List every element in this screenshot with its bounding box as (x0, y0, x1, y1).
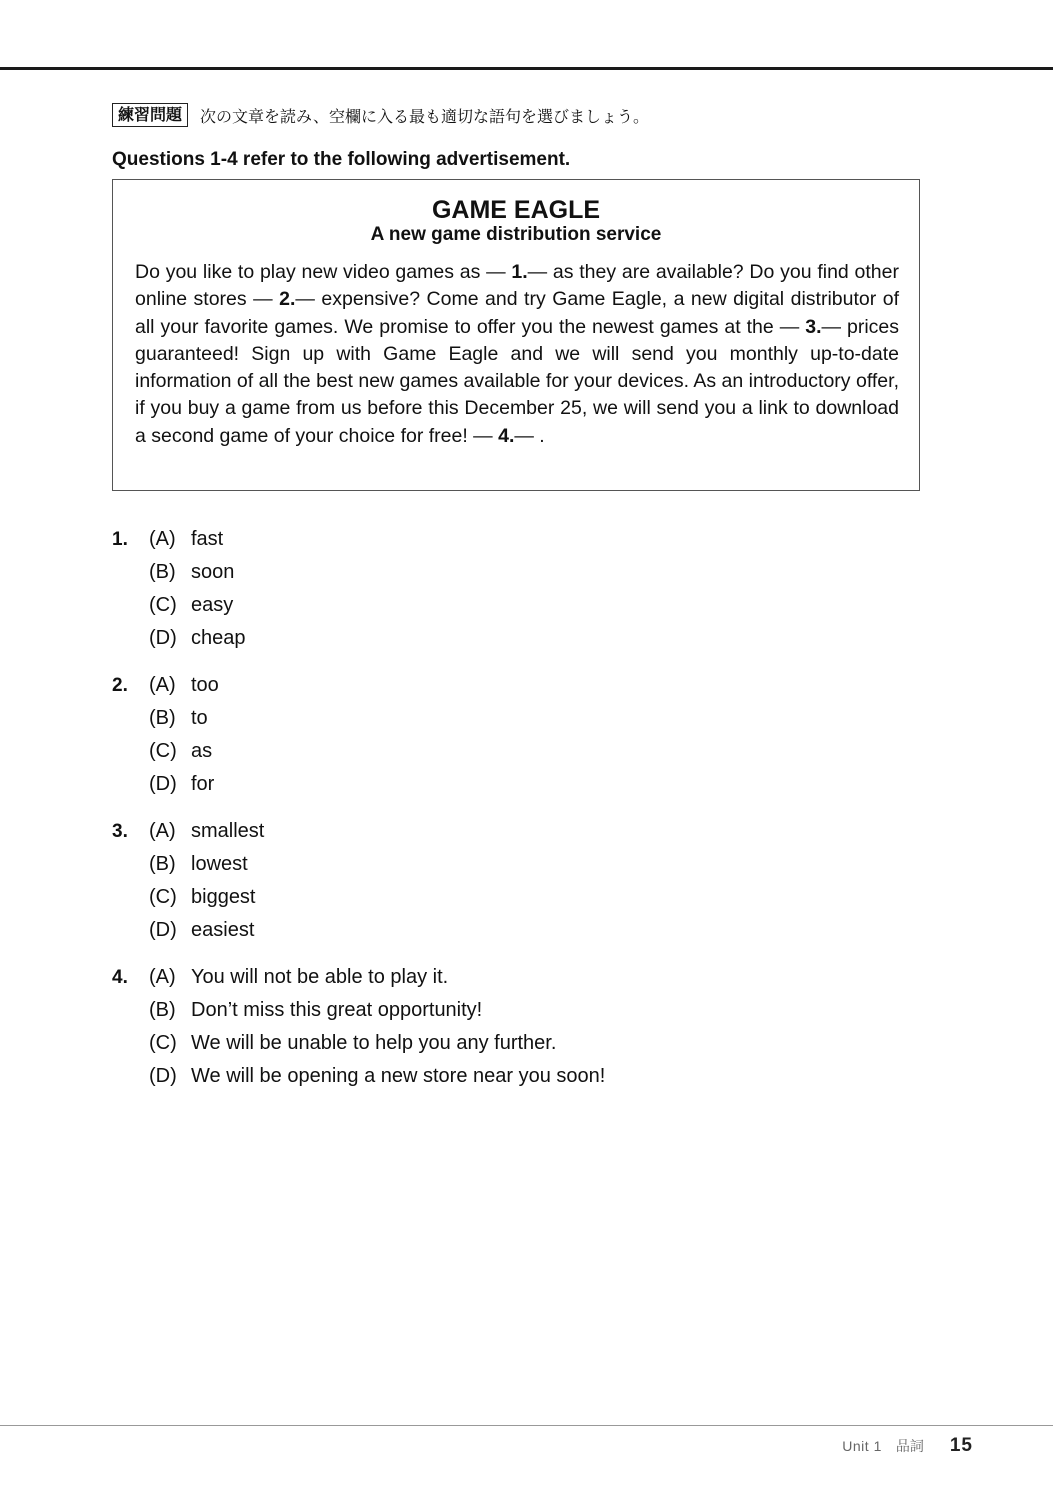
option-letter: (B) (149, 707, 176, 729)
blank-1: 1. (511, 261, 528, 283)
option-letter: (C) (149, 1032, 177, 1054)
option-letter: (B) (149, 561, 176, 583)
option-letter: (B) (149, 999, 176, 1021)
blank-3: 3. (805, 315, 822, 338)
option-letter: (D) (149, 919, 177, 941)
option-letter: (B) (149, 853, 176, 875)
ad-body (135, 259, 899, 450)
option-text: easiest (191, 919, 255, 941)
option-d[interactable] (149, 768, 605, 801)
option-d[interactable] (149, 622, 605, 655)
option-letter: (C) (149, 594, 177, 616)
blank-4: 4. (498, 424, 515, 447)
option-letter: (C) (149, 740, 177, 762)
page-footer (842, 1435, 973, 1457)
option-letter: (A) (149, 528, 176, 550)
option-text: smallest (191, 820, 265, 842)
page-number: 15 (949, 1435, 973, 1456)
question-heading: Questions 1-4 refer to the following advertisement. (112, 149, 571, 170)
ad-text: — prices guaranteed! Sign up with Game Eagle and we will send you monthly up-to-date information of all the best new games available for your devices. As an introductory offer, if you buy a game from us before this December 25, we will send you a link to download a second game of your choice for free! — (135, 315, 899, 447)
option-letter: (D) (149, 773, 177, 795)
option-b[interactable] (149, 994, 605, 1027)
option-a[interactable] (149, 669, 605, 702)
advertisement-box (112, 179, 920, 491)
option-a[interactable] (149, 523, 605, 556)
instruction (112, 103, 649, 127)
option-a[interactable] (149, 815, 605, 848)
option-text: to (191, 707, 208, 729)
option-letter: (D) (149, 627, 177, 649)
question-3 (112, 815, 605, 947)
option-text: cheap (191, 627, 246, 649)
option-d[interactable] (149, 1060, 605, 1093)
ad-text: — as they are available? Do you find other online stores — (135, 261, 899, 311)
footer-unit: Unit 1 (842, 1438, 882, 1454)
option-letter: (D) (149, 1065, 177, 1087)
question-number: 3. (112, 821, 128, 842)
option-c[interactable] (149, 1027, 605, 1060)
option-c[interactable] (149, 735, 605, 768)
instruction-text: 次の文章を読み、空欄に入る最も適切な語句を選びましょう。 (200, 106, 649, 126)
option-text: easy (191, 594, 234, 616)
option-text: biggest (191, 886, 256, 908)
option-letter: (A) (149, 820, 176, 842)
exercise-tag: 練習問題 (112, 103, 188, 127)
ad-text: — expensive? Come and try Game Eagle, a new digital distributor of all your favorite games. We promise to offer you the newest games at the — (135, 288, 899, 338)
ad-title: GAME EAGLE (431, 196, 601, 224)
ad-text: — . (514, 424, 545, 447)
footer-topic: 品詞 (895, 1439, 924, 1455)
option-text: too (191, 674, 219, 696)
ad-subtitle: A new game distribution service (370, 224, 662, 245)
question-number: 4. (112, 967, 128, 988)
question-2 (112, 669, 605, 801)
question-number: 2. (112, 675, 128, 696)
top-rule (0, 67, 1053, 70)
option-text: soon (191, 561, 235, 583)
option-c[interactable] (149, 589, 605, 622)
question-list (112, 523, 605, 1107)
option-letter: (A) (149, 674, 176, 696)
option-letter: (A) (149, 966, 176, 988)
option-a[interactable] (149, 961, 605, 994)
option-text: We will be opening a new store near you soon! (191, 1065, 606, 1087)
option-text: for (191, 773, 215, 795)
option-b[interactable] (149, 556, 605, 589)
question-4 (112, 961, 605, 1093)
option-text: fast (191, 528, 224, 550)
question-1 (112, 523, 605, 655)
option-text: We will be unable to help you any further. (191, 1032, 557, 1054)
ad-text: Do you like to play new video games as — (135, 261, 512, 283)
blank-2: 2. (279, 288, 296, 311)
option-d[interactable] (149, 914, 605, 947)
option-text: Don’t miss this great opportunity! (191, 999, 483, 1021)
bottom-rule (0, 1425, 1053, 1426)
option-letter: (C) (149, 886, 177, 908)
option-text: lowest (191, 853, 248, 875)
option-c[interactable] (149, 881, 605, 914)
option-text: You will not be able to play it. (191, 966, 449, 988)
option-b[interactable] (149, 848, 605, 881)
option-text: as (191, 740, 213, 762)
question-number: 1. (112, 529, 128, 550)
option-b[interactable] (149, 702, 605, 735)
